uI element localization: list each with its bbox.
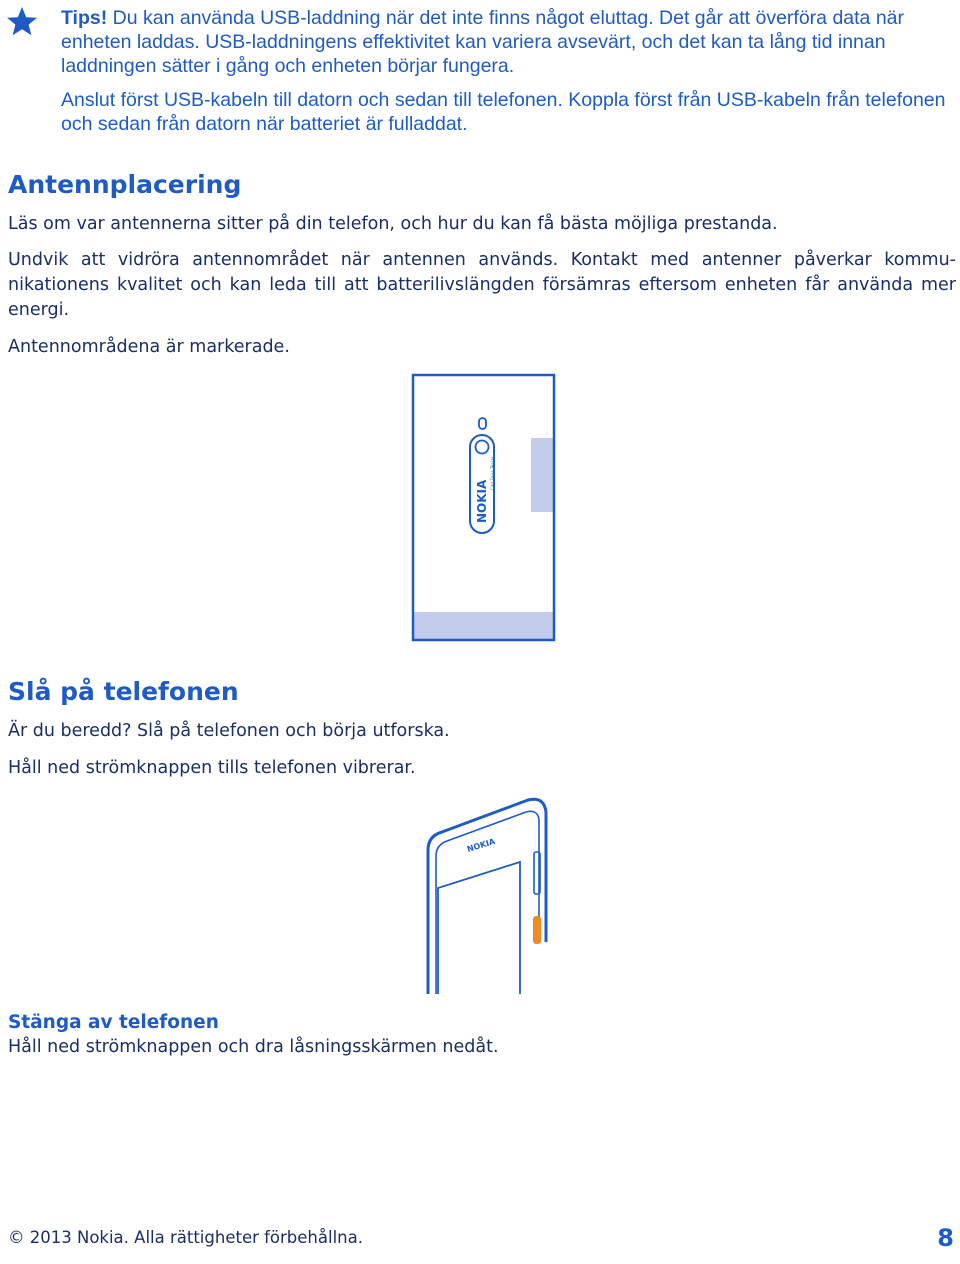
phone-body-outline — [428, 799, 546, 994]
tip-block — [61, 6, 956, 146]
phone-back-brand: NOKIA — [475, 479, 489, 523]
camera-flash — [479, 418, 486, 429]
antenna-heading: Antennplacering — [8, 170, 242, 199]
antenna-paragraph-1: Läs om var antennerna sitter på din telefon, och hur du kan få bästa möjliga prestanda. — [8, 214, 778, 234]
tip-label: Tips! — [61, 7, 108, 29]
phone-back-illustration — [410, 372, 558, 644]
star-icon — [6, 6, 38, 38]
footer-copyright: © 2013 Nokia. Alla rättigheter förbehållna. — [8, 1228, 363, 1247]
power-off-text: Håll ned strömknappen och dra låsningsskärmen nedåt. — [8, 1037, 499, 1057]
power-off-heading: Stänga av telefonen — [8, 1012, 219, 1033]
phone-back-camera-label: Carl Zeiss Tessar — [490, 456, 495, 490]
phone-front-brand: NOKIA — [465, 836, 497, 854]
antenna-area-side — [531, 438, 553, 512]
phone-front-illustration — [416, 790, 552, 998]
tip-paragraph-2: Anslut först USB-kabeln till datorn och sedan till telefonen. Koppla först från USB-kabeln från telefonen och sedan från datorn när batteriet är fulladdat. — [61, 89, 946, 135]
power-on-paragraph-2: Håll ned strömknappen tills telefonen vibrerar. — [8, 758, 416, 778]
antenna-paragraph-3: Antennområdena är markerade. — [8, 337, 290, 357]
camera-lens — [476, 441, 489, 454]
page-number: 8 — [937, 1224, 954, 1252]
antenna-paragraph-2: Undvik att vidröra antennområdet när antennen används. Kontakt med antenner påverkar kommu-nikationens kvalitet och kan leda till att batterilivslängden försämras eftersom enheten får använda mer energi. — [8, 250, 956, 320]
phone-screen-outline — [438, 862, 520, 994]
tip-text-1: Du kan använda USB-laddning när det inte finns något eluttag. Det går att överföra data när enheten laddas. USB-laddningens effektivitet kan variera avsevärt, och det kan ta lång tid innan laddningen sätter i gång och enheten börjar fungera. — [61, 7, 904, 77]
tip-paragraph-1 — [61, 6, 956, 78]
power-on-paragraph-1: Är du beredd? Slå på telefonen och börja utforska. — [8, 721, 450, 741]
power-key — [533, 916, 541, 944]
antenna-area-bottom — [414, 612, 553, 639]
power-on-heading: Slå på telefonen — [8, 677, 239, 706]
